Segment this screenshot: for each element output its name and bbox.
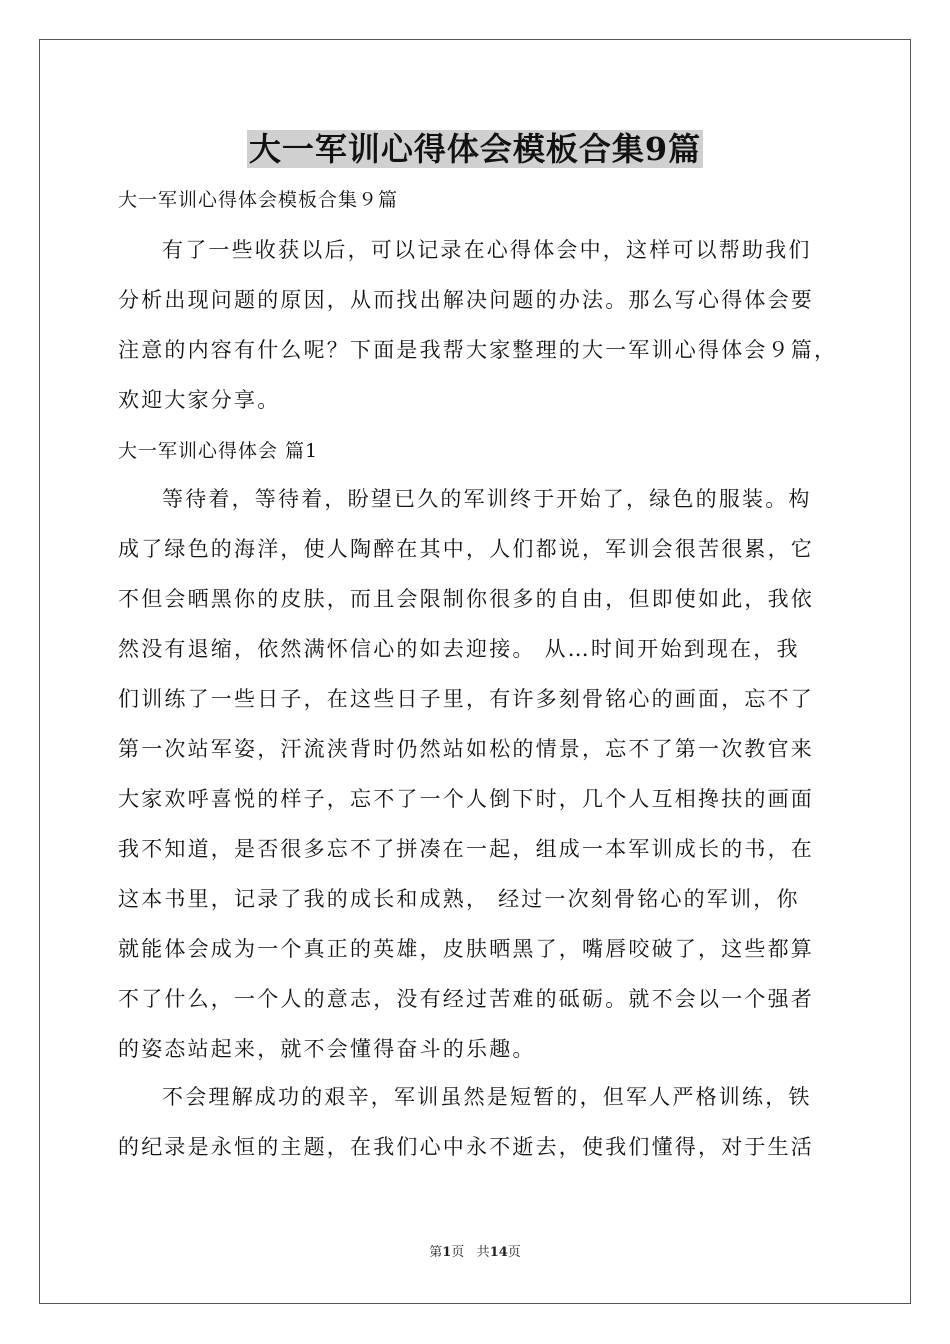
paragraph1-line: 不了什么，一个人的意志，没有经过苦难的砥砺。就不会以一个强者 bbox=[118, 987, 814, 1011]
paragraph1-line: 这本书里，记录了我的成长和成熟， 经过一次刻骨铭心的军训，你 bbox=[118, 887, 800, 911]
paragraph1-line: 的姿态站起来，就不会懂得奋斗的乐趣。 bbox=[118, 1037, 536, 1061]
paragraph1-line: 然没有退缩，依然满怀信心的如去迎接。 从…时间开始到现在，我 bbox=[118, 637, 800, 661]
page-number: 1 bbox=[442, 1245, 452, 1260]
page-footer bbox=[0, 1243, 950, 1263]
intro-line: 注意的内容有什么呢？下面是我帮大家整理的大一军训心得体会９篇， bbox=[118, 338, 838, 362]
paragraph1-line: 们训练了一些日子，在这些日子里，有许多刻骨铭心的画面，忘不了 bbox=[118, 687, 814, 711]
paragraph1-line: 不但会晒黑你的皮肤，而且会限制你很多的自由，但即使如此，我依 bbox=[118, 587, 814, 611]
total-pages: 14 bbox=[489, 1245, 508, 1260]
paragraph1-line: 就能体会成为一个真正的英雄，皮肤晒黑了，嘴唇咬破了，这些都算 bbox=[118, 937, 814, 961]
paragraph2-line: 不会理解成功的艰辛，军训虽然是短暂的，但军人严格训练，铁 bbox=[162, 1085, 812, 1109]
intro-line: 欢迎大家分享。 bbox=[118, 388, 281, 412]
page-prefix: 第 bbox=[429, 1245, 443, 1260]
intro-line: 分析出现问题的原因，从而找出解决问题的办法。那么写心得体会要 bbox=[118, 288, 814, 312]
page-suffix: 页 bbox=[451, 1245, 465, 1260]
document-title-text: 大一军训心得体会模板合集9篇 bbox=[248, 130, 702, 168]
paragraph1-line: 成了绿色的海洋，使人陶醉在其中，人们都说，军训会很苦很累，它 bbox=[118, 537, 814, 561]
paragraph1-line: 大家欢呼喜悦的样子，忘不了一个人倒下时，几个人互相搀扶的画面 bbox=[118, 787, 814, 811]
paragraph1-line: 我不知道，是否很多忘不了拼凑在一起，组成一本军训成长的书，在 bbox=[118, 837, 814, 861]
total-prefix: 共 bbox=[476, 1245, 490, 1260]
paragraph2-line: 的纪录是永恒的主题，在我们心中永不逝去，使我们懂得，对于生活 bbox=[118, 1135, 814, 1159]
total-suffix: 页 bbox=[507, 1245, 521, 1260]
intro-line: 有了一些收获以后，可以记录在心得体会中，这样可以帮助我们 bbox=[162, 238, 812, 262]
document-subtitle: 大一军训心得体会模板合集９篇 bbox=[118, 189, 399, 211]
paragraph1-line: 第一次站军姿，汗流浃背时仍然站如松的情景，忘不了第一次教官来 bbox=[118, 737, 814, 761]
section-heading: 大一军训心得体会 篇1 bbox=[118, 440, 319, 462]
paragraph1-line: 等待着，等待着，盼望已久的军训终于开始了，绿色的服装。构 bbox=[162, 487, 812, 511]
document-title bbox=[0, 127, 950, 171]
page-border bbox=[39, 39, 911, 1304]
